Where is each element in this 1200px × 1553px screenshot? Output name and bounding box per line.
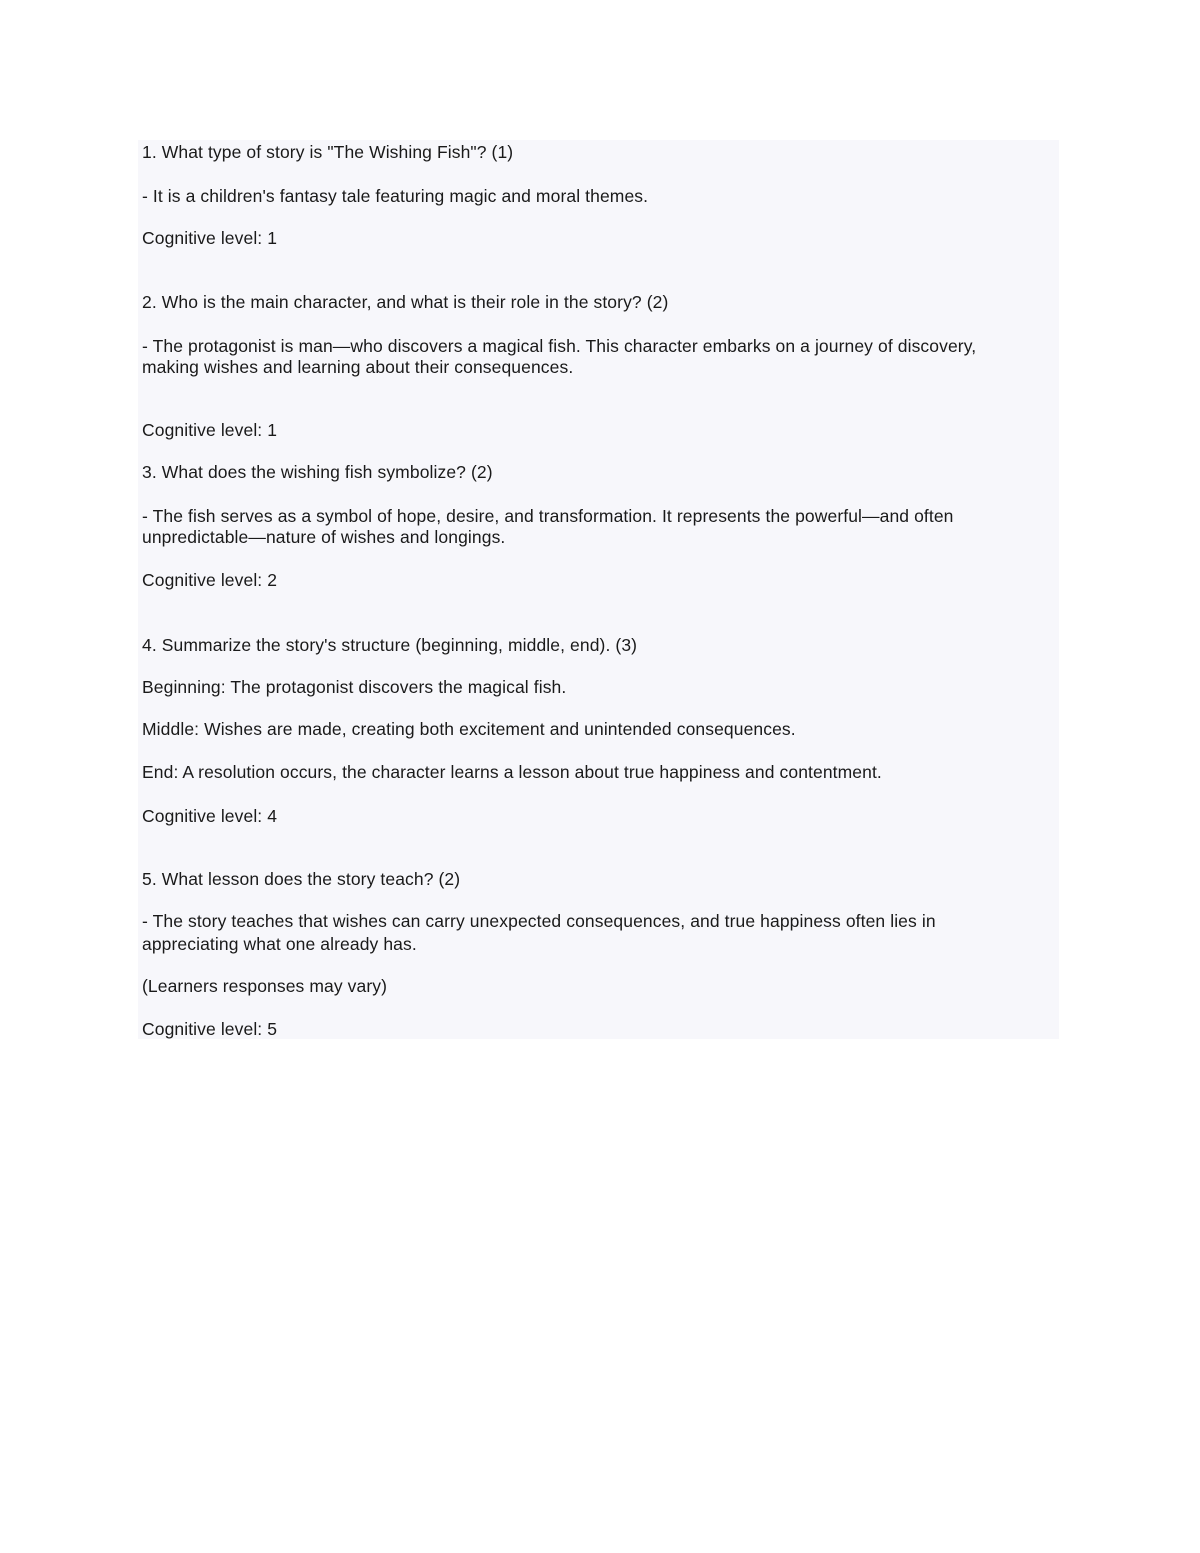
answer-4-middle: Middle: Wishes are made, creating both excitement and unintended consequences. [142, 719, 796, 739]
answer-1: - It is a children's fantasy tale featuring magic and moral themes. [142, 186, 649, 206]
cognitive-level-5: Cognitive level: 5 [142, 1019, 278, 1039]
answer-3-line-2: unpredictable—nature of wishes and longings. [142, 527, 506, 547]
question-1: 1. What type of story is "The Wishing Fish"? (1) [142, 142, 514, 162]
answer-5-note: (Learners responses may vary) [142, 976, 388, 996]
cognitive-level-1: Cognitive level: 1 [142, 228, 278, 248]
question-5: 5. What lesson does the story teach? (2) [142, 869, 461, 889]
question-3: 3. What does the wishing fish symbolize? (2) [142, 462, 493, 482]
cognitive-level-4: Cognitive level: 4 [142, 806, 278, 826]
question-2: 2. Who is the main character, and what is their role in the story? (2) [142, 292, 669, 312]
answer-3-line-1: - The fish serves as a symbol of hope, desire, and transformation. It represents the powerful—and often [142, 506, 954, 526]
cognitive-level-2: Cognitive level: 1 [142, 420, 278, 440]
answer-2-line-2: making wishes and learning about their consequences. [142, 357, 574, 377]
answer-2-line-1: - The protagonist is man—who discovers a magical fish. This character embarks on a journey of discovery, [142, 336, 977, 356]
answer-4-beginning: Beginning: The protagonist discovers the magical fish. [142, 677, 567, 697]
answer-5-line-1: - The story teaches that wishes can carry unexpected consequences, and true happiness often lies in [142, 911, 936, 931]
cognitive-level-3: Cognitive level: 2 [142, 570, 278, 590]
answer-4-end: End: A resolution occurs, the character learns a lesson about true happiness and contentment. [142, 762, 882, 782]
answer-5-line-2: appreciating what one already has. [142, 934, 417, 954]
question-4: 4. Summarize the story's structure (beginning, middle, end). (3) [142, 635, 638, 655]
